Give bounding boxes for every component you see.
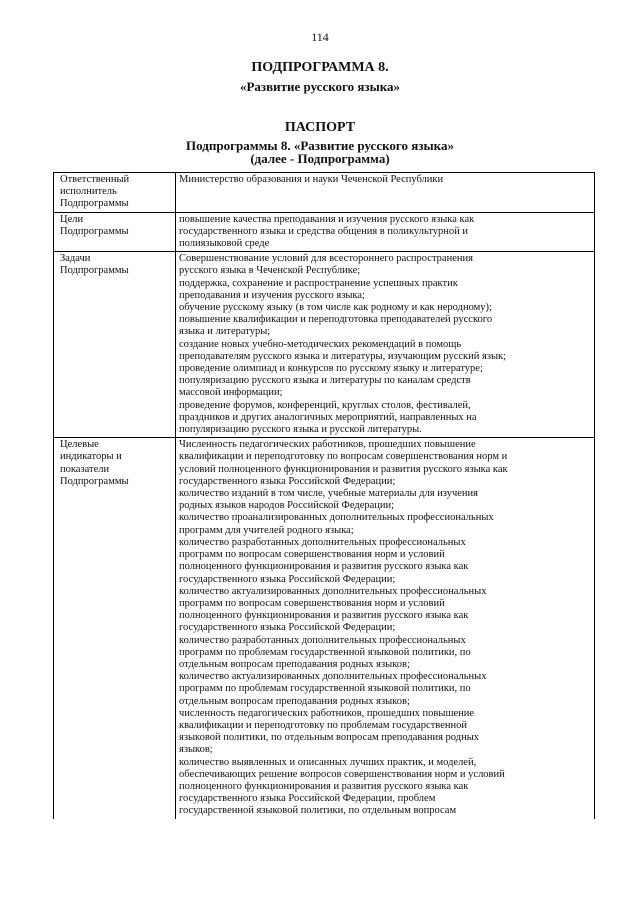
subprogram-heading: ПОДПРОГРАММА 8.	[251, 60, 389, 75]
target-indicators-row	[54, 438, 595, 819]
row-value-line: популяризацию русского языка и русской литературы.	[179, 424, 422, 436]
row-value-line: государственной языковой политики, по отдельным вопросам	[179, 805, 457, 817]
row-value-line: численность педагогических работников, прошедших повышение	[179, 707, 475, 719]
row-value-line: государственного языка Российской Федерации;	[179, 622, 396, 634]
row-value-line: массовой информации;	[179, 387, 283, 399]
row-label-line: Подпрограммы	[60, 198, 129, 210]
row-value-line: квалификации и переподготовку по вопросам совершенствования норм и	[179, 451, 508, 463]
row-value-line: преподавания и изучения русского языка;	[179, 289, 365, 301]
row-value	[176, 212, 595, 252]
row-value-line: квалификации и переподготовку по проблемам государственной	[179, 719, 467, 731]
row-label-line: индикаторы и	[60, 451, 122, 463]
row-value-line: проведение олимпиад и конкурсов по русскому языку и литературе;	[179, 363, 483, 375]
row-value-line: русского языка в Чеченской Республике;	[179, 265, 361, 277]
row-label-line: показатели	[60, 463, 110, 475]
row-value-line: программ для учителей родного языка;	[179, 524, 354, 536]
row-value-line: обеспечивающих решение вопросов совершенствования норм и условий	[179, 768, 505, 780]
row-value-line: условий полноценного функционирования и развития русского языка как	[179, 463, 508, 475]
row-value-line: количество актуализированных дополнительных профессиональных	[179, 671, 487, 683]
row-label-line: Подпрограммы	[60, 225, 129, 237]
row-value-line: количество разработанных дополнительных профессиональных	[179, 634, 466, 646]
row-value-line: Численность педагогических работников, прошедших повышение	[179, 439, 476, 451]
row-value-line: праздников и других аналогичных мероприятий, направленных на	[179, 411, 477, 423]
goals-row	[54, 212, 595, 252]
row-value-line: количество актуализированных дополнительных профессиональных	[179, 585, 487, 597]
row-value-line: отдельным вопросам преподавания родных языков;	[179, 695, 410, 707]
row-value-line: количество разработанных дополнительных профессиональных	[179, 536, 466, 548]
row-value-line: программ по проблемам государственной языковой политики, по	[179, 683, 471, 695]
row-value-line: языков;	[179, 744, 213, 756]
passport-subtitle: Подпрограммы 8. «Развитие русского языка»	[186, 138, 454, 153]
row-label	[54, 212, 176, 252]
row-value-line: отдельным вопросам преподавания родных языков;	[179, 658, 410, 670]
row-value-line: родных языков народов Российской Федерации;	[179, 500, 395, 512]
row-value-line: количество выявленных и описанных лучших практик, и моделей,	[179, 756, 477, 768]
row-value-line: поддержка, сохранение и распространение успешных практик	[179, 277, 458, 289]
row-value-line: преподавателям русского языка и литературы, изучающим русский язык;	[179, 350, 507, 362]
row-value-line: программ по вопросам совершенствования норм и условий	[179, 597, 445, 609]
row-label-line: исполнитель	[60, 186, 117, 198]
row-label-line: Подпрограммы	[60, 265, 129, 277]
row-value-line: Совершенствование условий для всестороннего распространения	[179, 253, 473, 265]
row-value-line: полноценного функционирования и развития русского языка как	[179, 610, 469, 622]
row-value	[176, 438, 595, 819]
row-value-line: государственного языка и средства общения в поликультурной и	[179, 225, 469, 237]
row-value-line: полноценного функционирования и развития русского языка как	[179, 780, 469, 792]
responsible-executor-row	[54, 173, 595, 213]
row-value-line: популяризацию русского языка и литературы по каналам средств	[179, 375, 471, 387]
passport-subtitle-note: (далее - Подпрограмма)	[250, 151, 390, 166]
page-number: 114	[311, 30, 329, 44]
row-value-line: повышение квалификации и переподготовка преподавателей русского	[179, 314, 493, 326]
tasks-row	[54, 252, 595, 438]
row-label	[54, 438, 176, 819]
row-label-line: Ответственный	[60, 174, 130, 185]
row-label-line: Задачи	[60, 253, 91, 265]
passport-table-body	[54, 173, 595, 819]
row-value-line: создание новых учебно-методических рекомендаций в помощь	[179, 338, 462, 350]
row-value-line: обучение русскому языку (в том числе как родному и как неродному);	[179, 302, 492, 314]
row-value-line: количество проанализированных дополнительных профессиональных	[179, 512, 494, 524]
row-label-line: Цели	[60, 213, 84, 225]
row-value	[176, 252, 595, 438]
passport-table	[53, 172, 595, 819]
row-label	[54, 252, 176, 438]
row-label-line: Целевые	[60, 439, 99, 451]
row-value-line: государственного языка Российской Федерации, проблем	[179, 793, 436, 805]
passport-heading: ПАСПОРТ	[284, 120, 356, 135]
row-label	[54, 173, 176, 213]
row-value-line: языковой политики, по отдельным вопросам преподавания родных	[179, 732, 479, 744]
row-value-line: повышение качества преподавания и изучения русского языка как	[179, 213, 475, 225]
row-value	[176, 173, 595, 213]
row-value-line: проведение форумов, конференций, круглых столов, фестивалей,	[179, 399, 471, 411]
row-value-line: программ по вопросам совершенствования норм и условий	[179, 549, 445, 561]
row-label-line: Подпрограммы	[60, 475, 129, 487]
row-value-line: языка и литературы;	[179, 326, 271, 338]
row-value-line: государственного языка Российской Федерации;	[179, 475, 396, 487]
row-value-line: количество изданий в том числе, учебные материалы для изучения	[179, 488, 478, 500]
subprogram-title: «Развитие русского языка»	[239, 79, 401, 94]
row-value-line: государственного языка Российской Федерации;	[179, 573, 396, 585]
row-value-line: полиязыковой среде	[179, 238, 270, 250]
row-value-line: Министерство образования и науки Чеченской Республики	[179, 174, 444, 185]
row-value-line: программ по проблемам государственной языковой политики, по	[179, 646, 471, 658]
row-value-line: полноценного функционирования и развития русского языка как	[179, 561, 469, 573]
